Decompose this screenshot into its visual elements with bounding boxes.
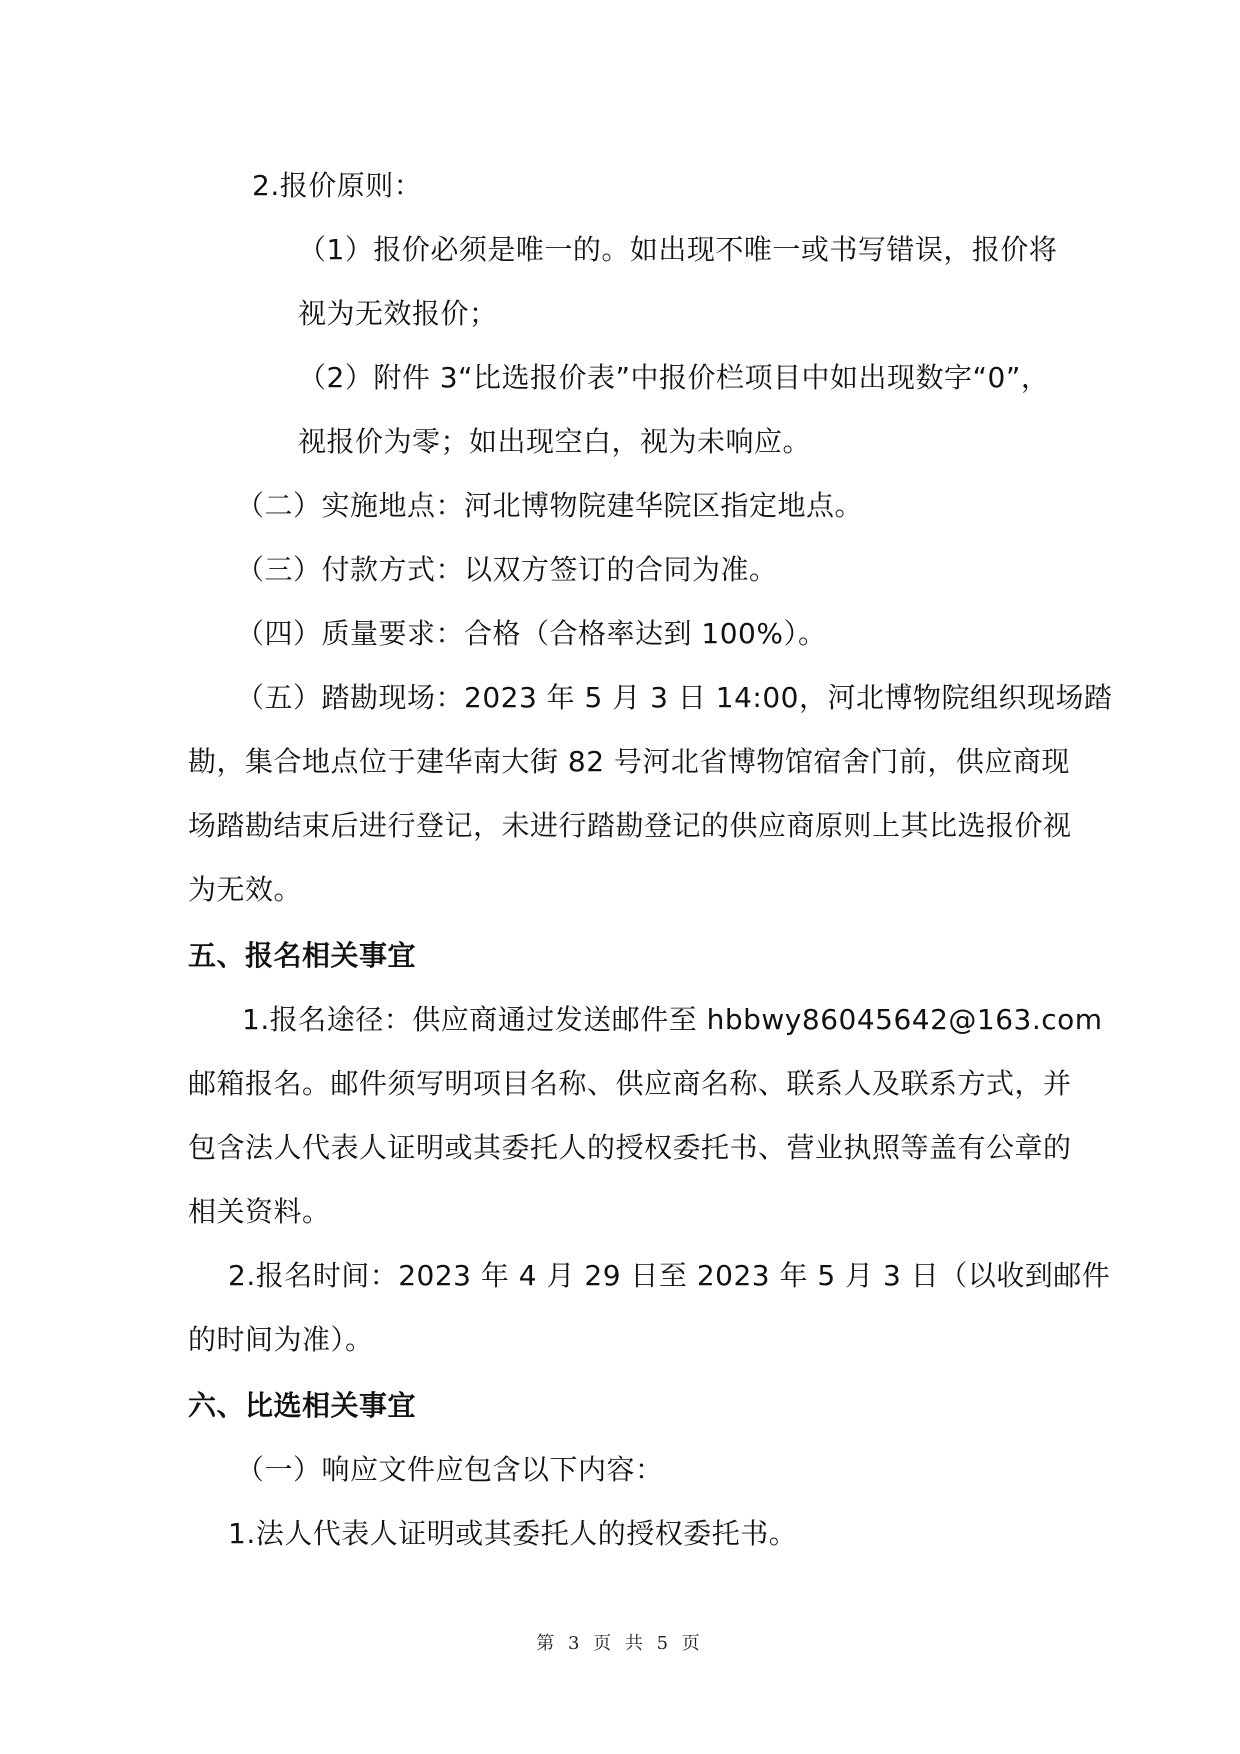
bid-principle-title: 2.报价原则：	[252, 169, 423, 202]
registration-time-line-1: 2.报名时间：2023 年 4 月 29 日至 2023 年 5 月 3 日（以收到邮件	[228, 1259, 1111, 1292]
section-6-heading: 六、比选相关事宜	[188, 1389, 417, 1422]
bid-rule-1-line-1: （1）报价必须是唯一的。如出现不唯一或书写错误，报价将	[298, 233, 1058, 266]
response-docs-item-1: 1.法人代表人证明或其委托人的授权委托书。	[228, 1517, 798, 1550]
implementation-location: （二）实施地点：河北博物院建华院区指定地点。	[236, 489, 864, 522]
site-survey-line-2: 勘，集合地点位于建华南大街 82 号河北省博物馆宿舍门前，供应商现	[188, 745, 1070, 778]
quality-requirement: （四）质量要求：合格（合格率达到 100%）。	[236, 617, 827, 650]
bid-rule-1-line-2: 视为无效报价；	[298, 297, 498, 330]
section-5-heading: 五、报名相关事宜	[188, 939, 417, 972]
registration-channel-line-1: 1.报名途径：供应商通过发送邮件至 hbbwy86045642@163.com	[242, 1003, 1103, 1036]
registration-channel-line-2: 邮箱报名。邮件须写明项目名称、供应商名称、联系人及联系方式，并	[188, 1067, 1072, 1100]
registration-channel-line-4: 相关资料。	[188, 1195, 331, 1228]
site-survey-line-3: 场踏勘结束后进行登记，未进行踏勘登记的供应商原则上其比选报价视	[188, 809, 1072, 842]
bid-rule-2-line-2: 视报价为零；如出现空白，视为未响应。	[298, 425, 812, 458]
registration-channel-line-3: 包含法人代表人证明或其委托人的授权委托书、营业执照等盖有公章的	[188, 1131, 1072, 1164]
bid-rule-2-line-1: （2）附件 3“比选报价表”中报价栏项目中如出现数字“0”，	[298, 361, 1050, 394]
site-survey-line-4: 为无效。	[188, 873, 303, 906]
site-survey-line-1: （五）踏勘现场：2023 年 5 月 3 日 14:00，河北博物院组织现场踏	[236, 681, 1113, 714]
response-docs-subheading: （一）响应文件应包含以下内容：	[236, 1453, 664, 1486]
page-footer: 第 3 页 共 5 页	[536, 1633, 704, 1654]
registration-time-line-2: 的时间为准）。	[188, 1323, 374, 1356]
payment-method: （三）付款方式：以双方签订的合同为准。	[236, 553, 778, 586]
